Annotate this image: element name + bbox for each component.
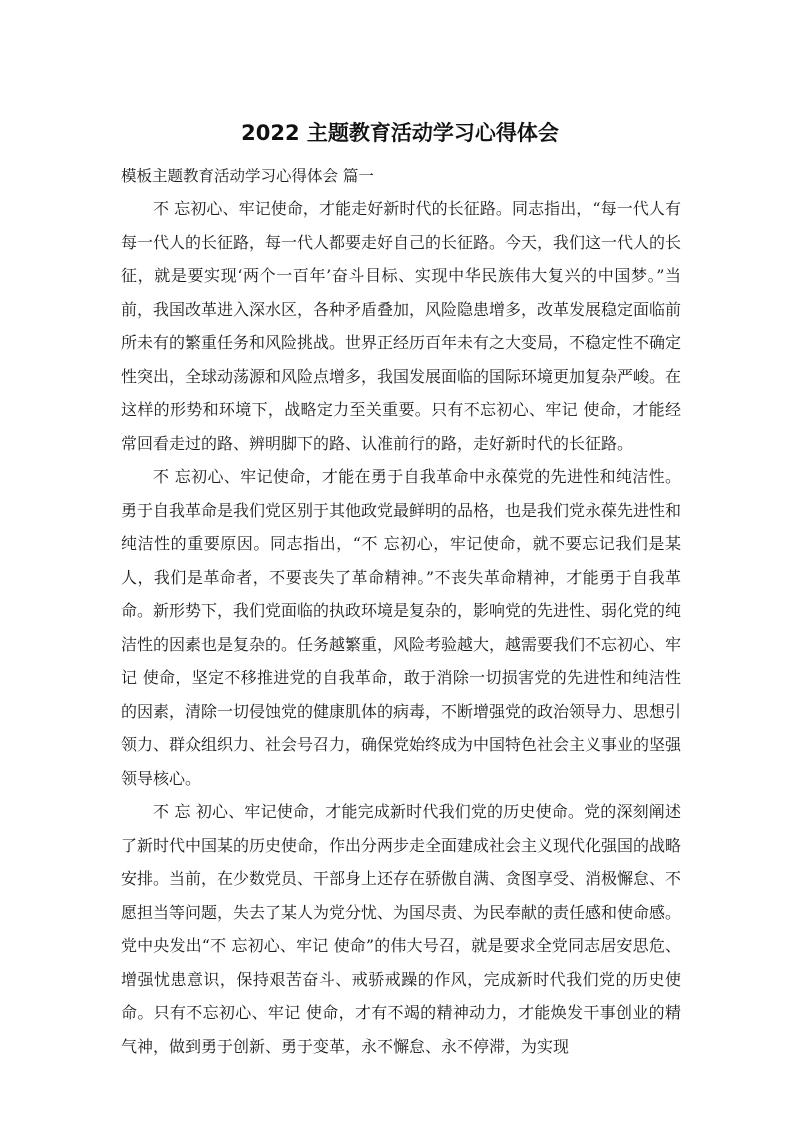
paragraph-2: 不 忘初心、牢记使命，才能在勇于自我革命中永葆党的先进性和纯洁性。勇于自我革命是我们党区别于其他政党最鲜明的品格，也是我们党永葆先进性和纯洁性的重要原因。同志指出，“不 忘初心，牢记使命，就不要忘记我们是某人，我们是革命者，不要丧失了革命精神。”不丧失革命精神，才能勇于自我革命。新形势下，我们党面临的执政环境是复杂的，影响党的先进性、弱化党的纯洁性的因素也是复杂的。任务越繁重，风险考验越大，越需要我们不忘初心、牢记 使命，坚定不移推进党的自我革命，敢于消除一切损害党的先进性和纯洁性的因素，清除一切侵蚀党的健康肌体的病毒，不断增强党的政治领导力、思想引领力、群众组织力、社会号召力，确保党始终成为中国特色社会主义事业的坚强领导核心。 bbox=[121, 467, 682, 788]
document-subtitle: 模板主题教育活动学习心得体会 篇一 bbox=[121, 167, 374, 185]
paragraph-1: 不 忘初心、牢记使命，才能走好新时代的长征路。同志指出，“每一代人有每一代人的长征路，每一代人都要走好自己的长征路。今天，我们这一代人的长征，就是要实现‘两个一百年’奋斗目标、实现中华民族伟大复兴的中国梦。”当前，我国改革进入深水区，各种矛盾叠加，风险隐患增多，改革发展稳定面临前所未有的繁重任务和风险挑战。世界正经历百年未有之大变局，不稳定性不确定性突出，全球动荡源和风险点增多，我国发展面临的国际环境更加复杂严峻。在这样的形势和环境下，战略定力至关重要。只有不忘初心、牢记 使命，才能经常回看走过的路、辨明脚下的路、认准前行的路，走好新时代的长征路。 bbox=[121, 199, 682, 453]
document-body bbox=[121, 160, 681, 1063]
paragraph-3: 不 忘 初心、牢记使命，才能完成新时代我们党的历史使命。党的深刻阐述了新时代中国某的历史使命，作出分两步走全面建成社会主义现代化强国的战略安排。当前，在少数党员、干部身上还存在骄傲自满、贪图享受、消极懈怠、不愿担当等问题，失去了某人为党分忧、为国尽责、为民奉献的责任感和使命感。党中央发出“不 忘初心、牢记 使命”的伟大号召，就是要求全党同志居安思危、增强忧患意识，保持艰苦奋斗、戒骄戒躁的作风，完成新时代我们党的历史使命。只有不忘初心、牢记 使命，才有不竭的精神动力，才能焕发干事创业的精气神，做到勇于创新、勇于变革，永不懈怠、永不停滞，为实现 bbox=[121, 802, 682, 1056]
document-title: 2022 主题教育活动学习心得体会 bbox=[241, 121, 559, 145]
